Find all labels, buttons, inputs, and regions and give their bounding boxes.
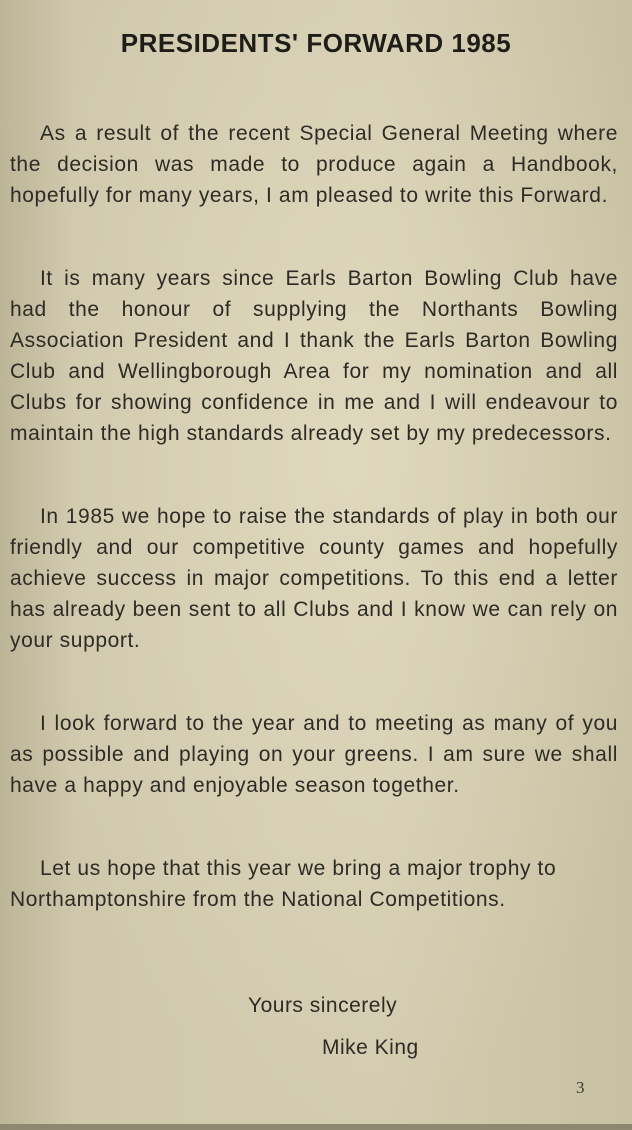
paragraph-4: I look forward to the year and to meeting as many of you as possible and playing on your greens. I am sure we shall have a happy and enjoyable season together. [10, 712, 618, 797]
signature-name: Mike King [322, 1036, 419, 1059]
paragraph-3: In 1985 we hope to raise the standards of play in both our friendly and our competitive county games and hopefully achieve success in major competitions. To this end a letter has already been sent to all Clubs and I know we can rely on your support. [10, 505, 618, 652]
closing-salutation: Yours sincerely [248, 994, 398, 1017]
paragraph-5: Let us hope that this year we bring a major trophy to Northamptonshire from the National Competitions. [10, 857, 557, 911]
page-number: 3 [576, 1078, 585, 1097]
page-title: PRESIDENTS' FORWARD 1985 [120, 28, 512, 58]
paragraph-2: It is many years since Earls Barton Bowling Club have had the honour of supplying the Northants Bowling Association President and I thank the Earls Barton Bowling Club and Wellingborough Area for my nomination and all Clubs for showing confidence in me and I will endeavour to maintain the high standards already set by my predecessors. [10, 267, 618, 445]
page-bottom-edge [0, 1124, 632, 1130]
paragraph-1: As a result of the recent Special General Meeting where the decision was made to produce again a Handbook, hopefully for many years, I am pleased to write this Forward. [10, 122, 618, 207]
letter-body [10, 118, 618, 967]
